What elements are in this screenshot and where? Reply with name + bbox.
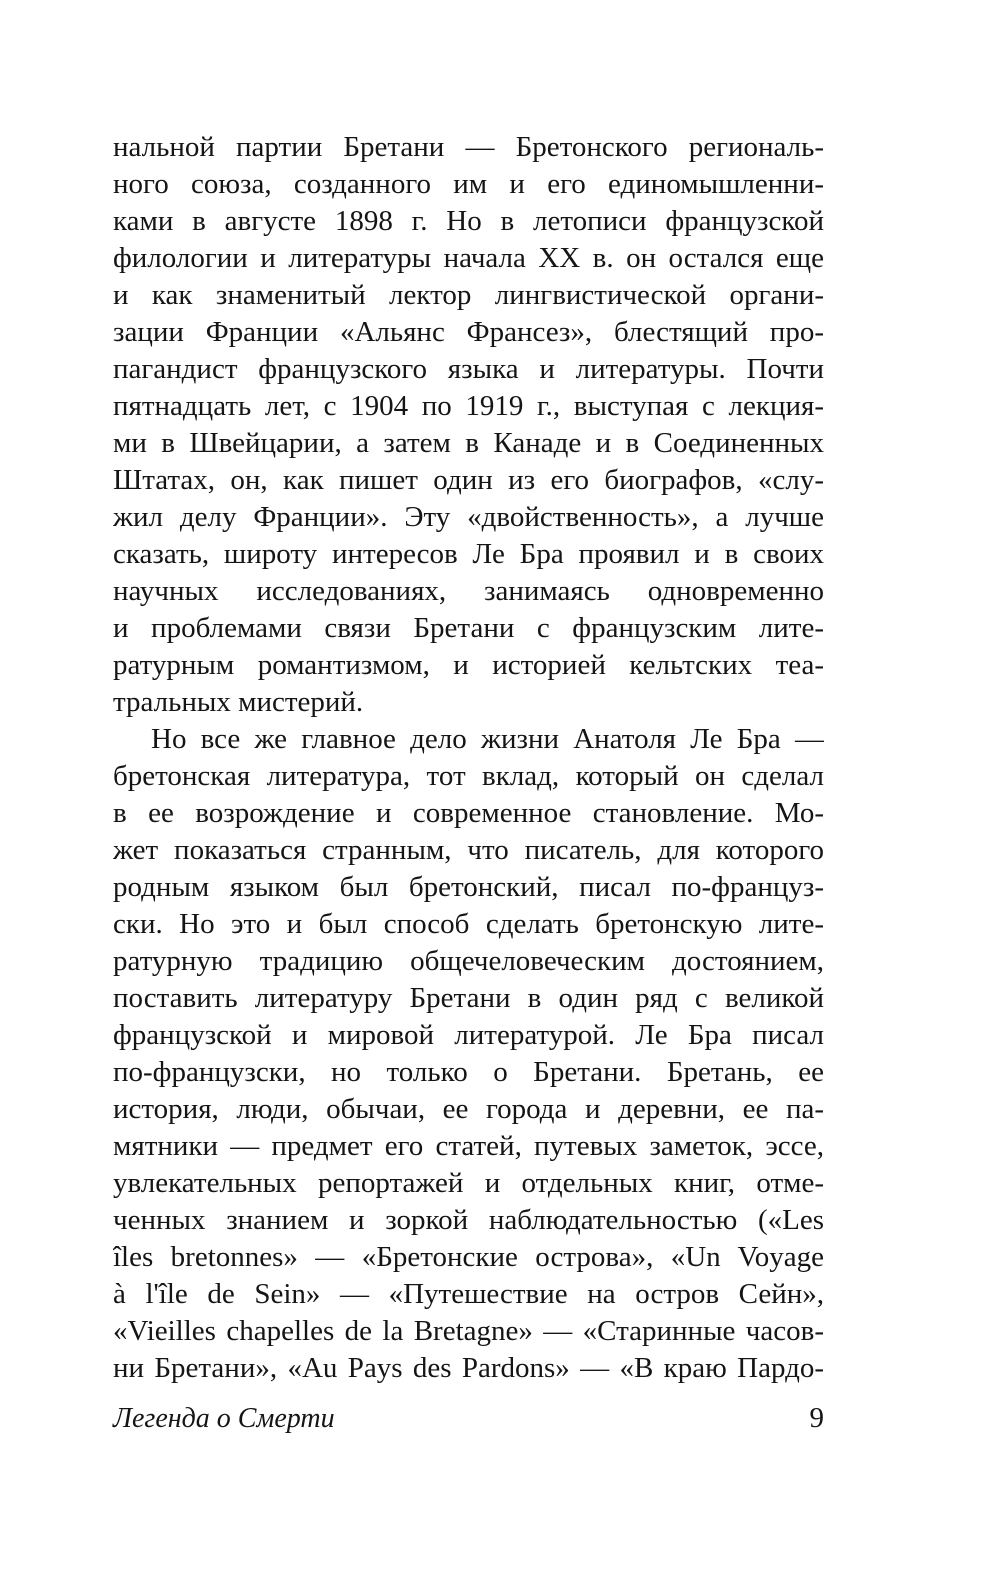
- text-line: в ее возрождение и современное становление. Мо-: [113, 797, 824, 829]
- text-line: история, люди, обычаи, ее города и деревни, ее па-: [113, 1093, 824, 1125]
- text-line: нальной партии Бретани — Бретонского региональ-: [113, 131, 824, 163]
- page-number: 9: [809, 1402, 824, 1434]
- text-line: по-французски, но только о Бретани. Бретань, ее: [113, 1056, 824, 1088]
- body-text: [113, 129, 824, 1387]
- text-line: и проблемами связи Бретани с французским лите-: [113, 612, 824, 644]
- text-line: ченных знанием и зоркой наблюдательностью («Les: [113, 1204, 824, 1236]
- text-line: французской и мировой литературой. Ле Бра писал: [113, 1019, 824, 1051]
- text-line: îles bretonnes» — «Бретонские острова», «Un Voyage: [113, 1241, 824, 1273]
- text-line: ного союза, созданного им и его единомышленни-: [113, 168, 824, 200]
- text-line: ками в августе 1898 г. Но в летописи французской: [113, 205, 824, 237]
- text-line: ски. Но это и был способ сделать бретонскую лите-: [113, 908, 824, 940]
- text-line: увлекательных репортажей и отдельных книг, отме-: [113, 1167, 824, 1199]
- text-line: à l'île de Sein» — «Путешествие на остров Сейн»,: [113, 1278, 824, 1310]
- text-line: мятники — предмет его статей, путевых заметок, эссе,: [113, 1130, 824, 1162]
- text-line: ратурным романтизмом, и историей кельтских теа-: [113, 649, 824, 681]
- text-line-paragraph-end: тральных мистерий.: [113, 686, 364, 718]
- text-line: жет показаться странным, что писатель, для которого: [113, 834, 824, 866]
- text-line: Штатах, он, как пишет один из его биографов, «слу-: [113, 464, 824, 496]
- text-line: филологии и литературы начала XX в. он остался еще: [113, 242, 824, 274]
- text-line: научных исследованиях, занимаясь одновременно: [113, 575, 824, 607]
- text-line: родным языком был бретонский, писал по-француз-: [113, 871, 824, 903]
- text-line: поставить литературу Бретани в один ряд с великой: [113, 982, 824, 1014]
- text-line: «Vieilles chapelles de la Bretagne» — «Старинные часов-: [113, 1315, 824, 1347]
- page-footer: [113, 1401, 824, 1436]
- text-line: сказать, широту интересов Ле Бра проявил и в своих: [113, 538, 824, 570]
- text-line-paragraph-start: Но все же главное дело жизни Анатоля Ле Бра —: [151, 723, 824, 755]
- text-line: ни Бретани», «Au Pays des Pardons» — «В краю Пардо-: [113, 1352, 824, 1384]
- text-line: пагандист французского языка и литературы. Почти: [113, 353, 824, 385]
- text-line: жил делу Франции». Эту «двойственность», а лучше: [113, 501, 824, 533]
- text-line: зации Франции «Альянс Франсез», блестящий про-: [113, 316, 824, 348]
- text-line: ми в Швейцарии, а затем в Канаде и в Соединенных: [113, 427, 824, 459]
- text-line: и как знаменитый лектор лингвистической органи-: [113, 279, 824, 311]
- text-line: ратурную традицию общечеловеческим достоянием,: [113, 945, 824, 977]
- text-line: бретонская литература, тот вклад, который он сделал: [113, 760, 824, 792]
- running-title: Легенда о Смерти: [113, 1403, 335, 1434]
- text-line: пятнадцать лет, с 1904 по 1919 г., выступая с лекция-: [113, 390, 824, 422]
